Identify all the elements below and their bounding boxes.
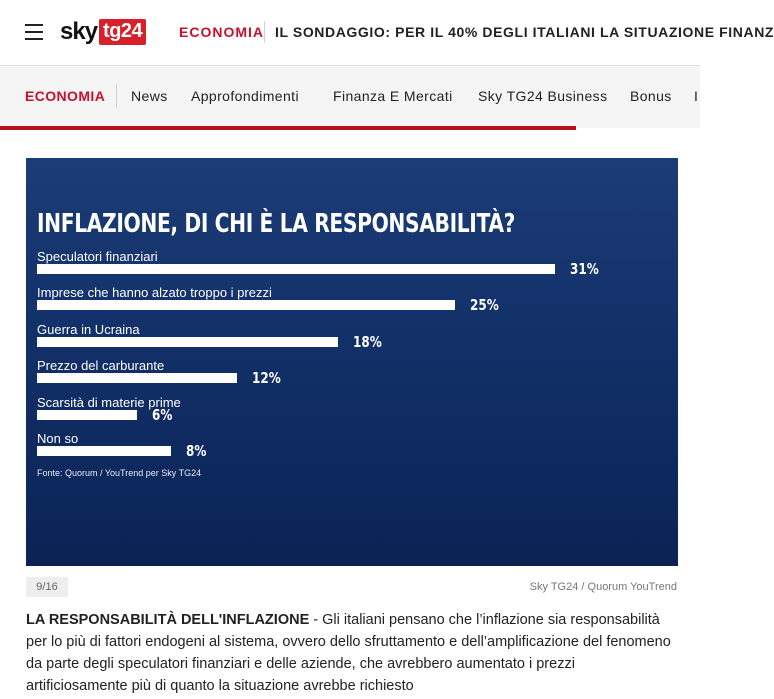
gallery-progress-bar	[0, 126, 576, 130]
bar-label: Guerra in Ucraina	[37, 321, 140, 337]
nav-item-truncated[interactable]: I	[694, 88, 699, 104]
sky-tg24-logo[interactable]	[60, 18, 146, 46]
bar-label: Scarsità di materie prime	[37, 394, 181, 410]
bar-value-label: 31%	[569, 260, 599, 278]
bar	[37, 373, 237, 383]
chart-source: Fonte: Quorum / YouTrend per Sky TG24	[37, 468, 202, 478]
bar-value-label: 6%	[152, 405, 173, 424]
header-divider	[264, 21, 265, 43]
bar	[37, 446, 171, 456]
inflation-responsibility-chart	[26, 158, 678, 566]
bar	[37, 264, 555, 274]
bar-value-label: 12%	[252, 369, 282, 388]
photo-credit: Sky TG24 / Quorum YouTrend	[529, 581, 677, 593]
logo-sky-text: sky	[60, 18, 98, 45]
bar-label: Imprese che hanno alzato troppo i prezzi	[37, 285, 272, 301]
section-link[interactable]: ECONOMIA	[179, 24, 264, 40]
nav-divider	[116, 84, 117, 108]
chart-title: INFLAZIONE, DI CHI È LA RESPONSABILITÀ?	[37, 209, 516, 239]
nav-item-sky-tg24-business[interactable]: Sky TG24 Business	[478, 88, 608, 104]
menu-icon[interactable]	[25, 24, 43, 40]
bar-value-label: 25%	[469, 296, 499, 315]
caption-text: - Gli italiani pensano che l’inflazione sia responsabilità per lo più di fattori endogeni al sistema, ovvero dello sfruttamento e dell’amplificazione del fenomeno da parte degli speculatori finanziari e delle aziende, che avrebbero aumentato i prezzi artificiosamente più di quanto la situazione avrebbe richiesto	[26, 612, 671, 694]
bar-label: Speculatori finanziari	[37, 249, 158, 264]
top-header	[0, 0, 774, 66]
slide-counter: 9/16	[26, 577, 68, 597]
caption-title: LA RESPONSABILITÀ DELL'INFLAZIONE	[26, 612, 310, 628]
nav-item-approfondimenti[interactable]: Approfondimenti	[191, 88, 299, 104]
bar-value-label: 8%	[185, 442, 206, 460]
nav-item-news[interactable]: News	[131, 88, 168, 104]
bar-label: Non so	[37, 431, 79, 446]
bar-label: Prezzo del carburante	[37, 358, 165, 374]
section-nav	[0, 66, 700, 128]
nav-item-bonus[interactable]: Bonus	[630, 88, 672, 104]
bar	[37, 410, 137, 420]
bar-value-label: 18%	[352, 332, 382, 351]
nav-item-finanza-e-mercati[interactable]: Finanza E Mercati	[333, 88, 453, 104]
nav-item-economia[interactable]: ECONOMIA	[25, 88, 106, 104]
article-headline[interactable]: IL SONDAGGIO: PER IL 40% DEGLI ITALIANI LA SITUAZIONE FINANZ	[275, 24, 774, 40]
slide-caption	[26, 609, 678, 697]
bar	[37, 337, 338, 347]
bar	[37, 300, 455, 310]
logo-tg24-text: tg24	[99, 19, 146, 45]
